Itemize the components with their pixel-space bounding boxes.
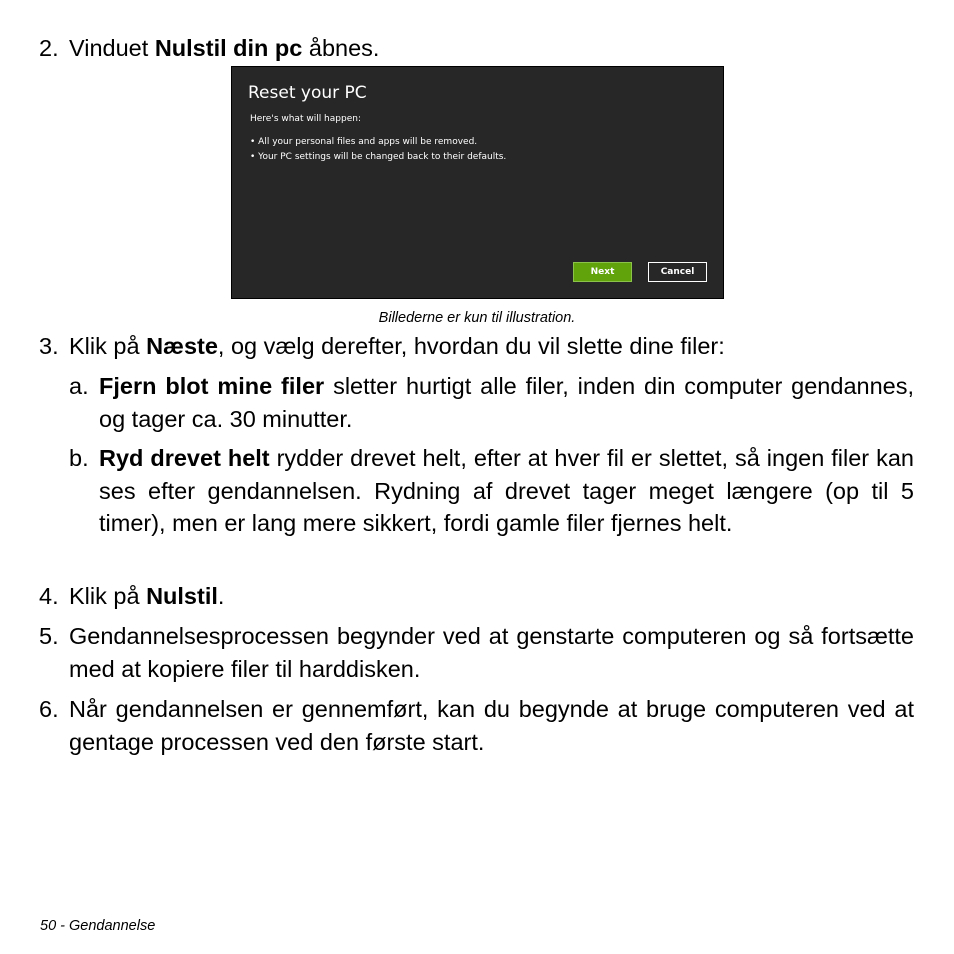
sub-step-text: [99, 442, 914, 540]
step-number: 2.: [39, 35, 59, 61]
reset-pc-screenshot: [231, 66, 724, 299]
sub-step-text-bold: Fjern blot mine filer: [99, 373, 325, 399]
step-text: Gendannelsesprocessen begynder ved at genstarte computeren og så fortsætte med at kopiere filer til harddisken.: [69, 623, 914, 682]
sub-step-letter: b.: [69, 445, 89, 471]
sub-step-text-bold: Ryd drevet helt: [99, 445, 270, 471]
dialog-bullet: • Your PC settings will be changed back to their defaults.: [250, 150, 506, 165]
step-text-bold: Nulstil din pc: [154, 35, 303, 61]
step-3a: [69, 370, 914, 435]
step-3: [39, 330, 914, 363]
step-text-post: , og vælg derefter, hvordan du vil slette dine filer:: [217, 333, 725, 359]
step-3b: [69, 442, 914, 540]
step-text-pre: Klik på: [69, 333, 147, 359]
image-caption: Billederne er kun til illustration.: [378, 310, 576, 326]
dialog-bullet: • All your personal files and apps will be removed.: [250, 135, 506, 150]
step-text: [69, 32, 914, 65]
step-text-post: åbnes.: [302, 35, 380, 61]
step-6: [39, 693, 914, 758]
sub-step-letter: a.: [69, 373, 89, 399]
step-number: 5.: [39, 623, 59, 649]
sub-step-text-post: sletter hurtigt alle filer, inden din computer gendannes, og tager ca. 30 minutter.: [99, 373, 914, 432]
step-text-pre: Vinduet: [69, 35, 155, 61]
step-4: [39, 580, 914, 613]
step-number: 3.: [39, 333, 59, 359]
step-text-pre: Klik på: [69, 583, 147, 609]
sub-step-text: [99, 370, 914, 435]
cancel-button[interactable]: Cancel: [648, 262, 707, 282]
dialog-subtitle: Here's what will happen:: [250, 114, 361, 124]
step-number: 6.: [39, 696, 59, 722]
step-5: [39, 620, 914, 685]
step-number: 4.: [39, 583, 59, 609]
step-text: [69, 330, 914, 363]
step-text-bold: Næste: [146, 333, 218, 359]
step-text-post: .: [217, 583, 225, 609]
step-text: [69, 580, 914, 613]
step-text-bold: Nulstil: [146, 583, 218, 609]
next-button[interactable]: Next: [573, 262, 632, 282]
step-2: [39, 32, 914, 65]
sub-step-text-post: rydder drevet helt, efter at hver fil er slettet, så ingen filer kan ses efter gendannelsen. Rydning af drevet tager meget længere (op til 5 timer), men er lang mere sikkert, fordi gamle filer fjernes helt.: [99, 445, 914, 536]
page-footer: 50 - Gendannelse: [40, 918, 156, 934]
step-text: Når gendannelsen er gennemført, kan du begynde at bruge computeren ved at gentage processen ved den første start.: [69, 696, 914, 755]
dialog-title: Reset your PC: [248, 83, 367, 103]
dialog-bullet-list: [250, 135, 506, 165]
